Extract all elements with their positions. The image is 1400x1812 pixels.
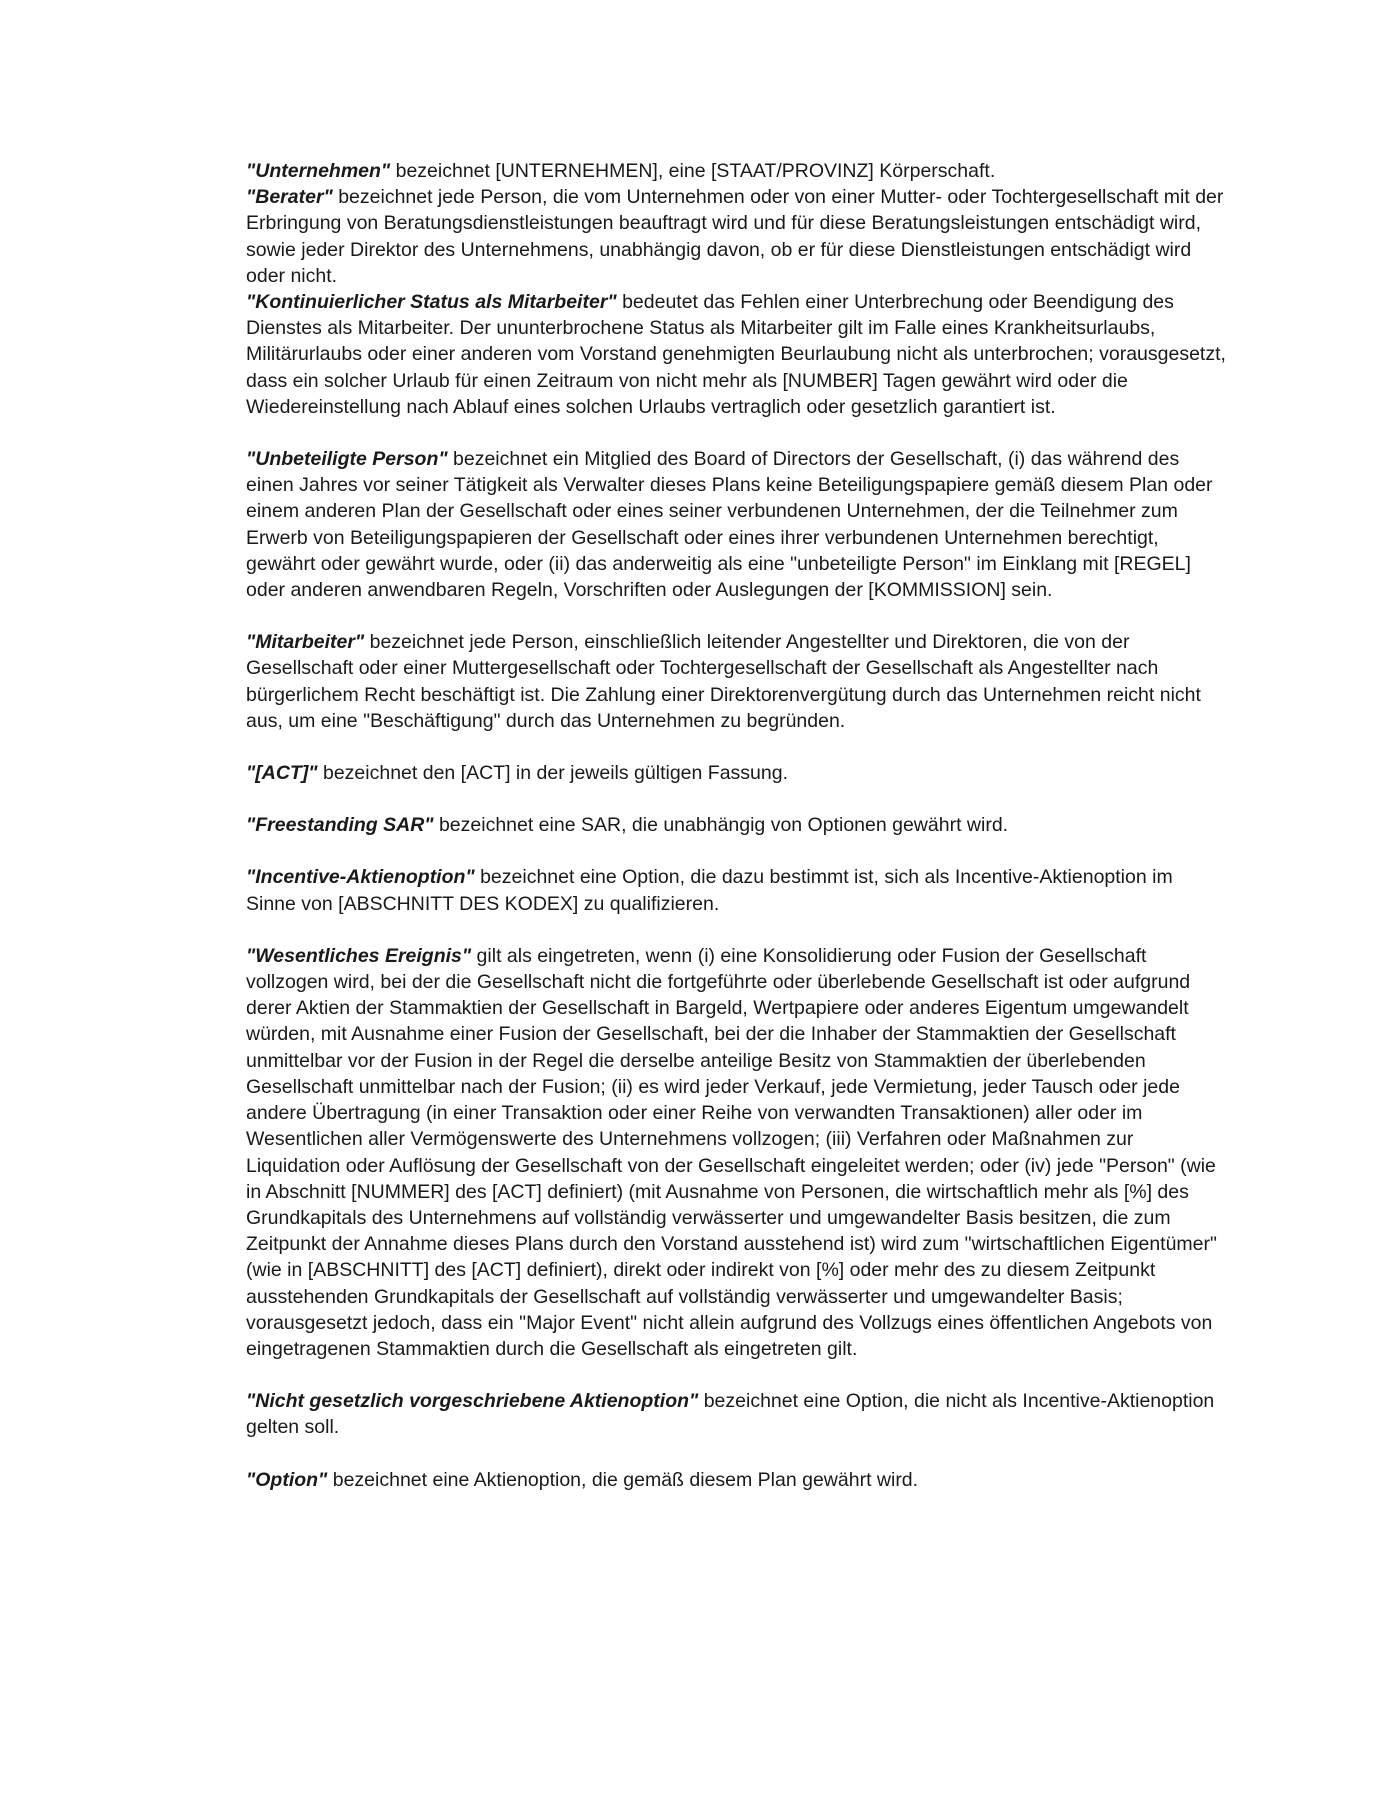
definition-text: bezeichnet eine Aktienoption, die gemäß diesem Plan gewährt wird.	[327, 1468, 919, 1491]
definition-text: bezeichnet eine SAR, die unabhängig von Optionen gewährt wird.	[433, 814, 1009, 837]
definition-incentive-aktienoption	[246, 864, 1226, 916]
definition-text: bezeichnet jede Person, die vom Unternehmen oder von einer Mutter- oder Tochtergesellschaft mit der Erbringung von Beratungsdienstleistungen beauftragt wird und für diese Beratungsleistungen entschädigt wird, sowie jeder Direktor des Unternehmens, unabhängig davon, ob er für diese Dienstleistungen entschädigt wird oder nicht.	[246, 186, 1224, 287]
definition-text: bezeichnet eine Option, die dazu bestimmt ist, sich als Incentive-Aktienoption im Sinne von [ABSCHNITT DES KODEX] zu qualifizieren.	[246, 866, 1173, 915]
definition-nicht-gesetzlich-aktienoption	[246, 1388, 1226, 1440]
definition-text: bezeichnet jede Person, einschließlich leitender Angestellter und Direktoren, die von der Gesellschaft oder einer Muttergesellschaft oder Tochtergesellschaft der Gesellschaft als Angestellter nach bürgerlichem Recht beschäftigt ist. Die Zahlung einer Direktorenvergütung durch das Unternehmen reicht nicht aus, um eine "Beschäftigung" durch das Unternehmen zu begründen.	[246, 631, 1201, 732]
definition-option	[246, 1467, 1226, 1493]
definition-act	[246, 760, 1226, 786]
definition-unternehmen	[246, 158, 1226, 184]
definition-term: "Berater"	[246, 186, 333, 209]
definition-wesentliches-ereignis	[246, 943, 1226, 1362]
definition-text: bezeichnet [UNTERNEHMEN], eine [STAAT/PROVINZ] Körperschaft.	[390, 160, 996, 182]
definition-term: "Nicht gesetzlich vorgeschriebene Aktienoption"	[246, 1390, 699, 1413]
definition-term: "Unternehmen"	[246, 160, 391, 182]
definition-mitarbeiter	[246, 629, 1226, 734]
definition-term: "[ACT]"	[246, 762, 318, 785]
definition-term: "Freestanding SAR"	[246, 814, 434, 837]
definition-text: bezeichnet eine Option, die nicht als Incentive-Aktienoption gelten soll.	[246, 1390, 1215, 1439]
definition-term: "Wesentliches Ereignis"	[246, 944, 472, 967]
definition-text: bedeutet das Fehlen einer Unterbrechung oder Beendigung des Dienstes als Mitarbeiter. Der ununterbrochene Status als Mitarbeiter gilt im Falle eines Krankheitsurlaubs, Militärurlaubs oder einer anderen vom Vorstand genehmigten Beurlaubung nicht als unterbrochen; vorausgesetzt, dass ein solcher Urlaub für einen Zeitraum von nicht mehr als [NUMBER] Tagen gewährt wird oder die Wiedereinstellung nach Ablauf eines solchen Urlaubs vertraglich oder gesetzlich garantiert ist.	[246, 291, 1226, 418]
definition-term: "Kontinuierlicher Status als Mitarbeiter"	[246, 291, 617, 314]
definition-kontinuierlicher-status	[246, 289, 1226, 420]
definition-term: "Incentive-Aktienoption"	[246, 866, 475, 889]
definition-text: gilt als eingetreten, wenn (i) eine Konsolidierung oder Fusion der Gesellschaft vollzogen wird, bei der die Gesellschaft nicht die fortgeführte oder überlebende Gesellschaft ist oder aufgrund derer Aktien der Stammaktien der Gesellschaft in Bargeld, Wertpapiere oder anderes Eigentum umgewandelt würden, mit Ausnahme einer Fusion der Gesellschaft, bei der die Inhaber der Stammaktien der Gesellschaft unmittelbar vor der Fusion in der Regel die derselbe anteilige Besitz von Stammaktien der überlebenden Gesellschaft unmittelbar nach der Fusion; (ii) es wird jeder Verkauf, jede Vermietung, jeder Tausch oder jede andere Übertragung (in einer Transaktion oder einer Reihe von verwandten Transaktionen) aller oder im Wesentlichen aller Vermögenswerte des Unternehmens vollzogen; (iii) Verfahren oder Maßnahmen zur Liquidation oder Auflösung der Gesellschaft von der Gesellschaft eingeleitet werden; oder (iv) jede "Person" (wie in Abschnitt [NUMMER] des [ACT] definiert) (mit Ausnahme von Personen, die wirtschaftlich mehr als [%] des Grundkapitals des Unternehmens auf vollständig verwässerter und umgewandelter Basis besitzen, die zum Zeitpunkt der Annahme dieses Plans durch den Vorstand ausstehend ist) wird zum "wirtschaftlichen Eigentümer" (wie in [ABSCHNITT] des [ACT] definiert), direkt oder indirekt von [%] oder mehr des zu diesem Zeitpunkt ausstehenden Grundkapitals der Gesellschaft auf vollständig verwässerter und umgewandelter Basis; vorausgesetzt jedoch, dass ein "Major Event" nicht allein aufgrund des Vollzugs eines öffentlichen Angebots von eingetragenen Stammaktien durch die Gesellschaft als eingetreten gilt.	[246, 944, 1217, 1360]
document-page	[246, 158, 1226, 1493]
definition-term: "Mitarbeiter"	[246, 631, 365, 654]
definition-freestanding-sar	[246, 812, 1226, 838]
definition-term: "Option"	[246, 1468, 328, 1491]
definition-term: "Unbeteiligte Person"	[246, 448, 448, 471]
definition-unbeteiligte-person	[246, 446, 1226, 603]
definition-text: bezeichnet ein Mitglied des Board of Directors der Gesellschaft, (i) das während des einen Jahres vor seiner Tätigkeit als Verwalter dieses Plans keine Beteiligungspapiere gemäß diesem Plan oder einem anderen Plan der Gesellschaft oder eines seiner verbundenen Unternehmen, der die Teilnehmer zum Erwerb von Beteiligungspapieren der Gesellschaft oder eines ihrer verbundenen Unternehmen berechtigt, gewährt oder gewährt wurde, oder (ii) das anderweitig als eine "unbeteiligte Person" im Einklang mit [REGEL] oder anderen anwendbaren Regeln, Vorschriften oder Auslegungen der [KOMMISSION] sein.	[246, 448, 1213, 602]
definition-berater	[246, 184, 1226, 289]
definition-text: bezeichnet den [ACT] in der jeweils gültigen Fassung.	[317, 762, 788, 785]
